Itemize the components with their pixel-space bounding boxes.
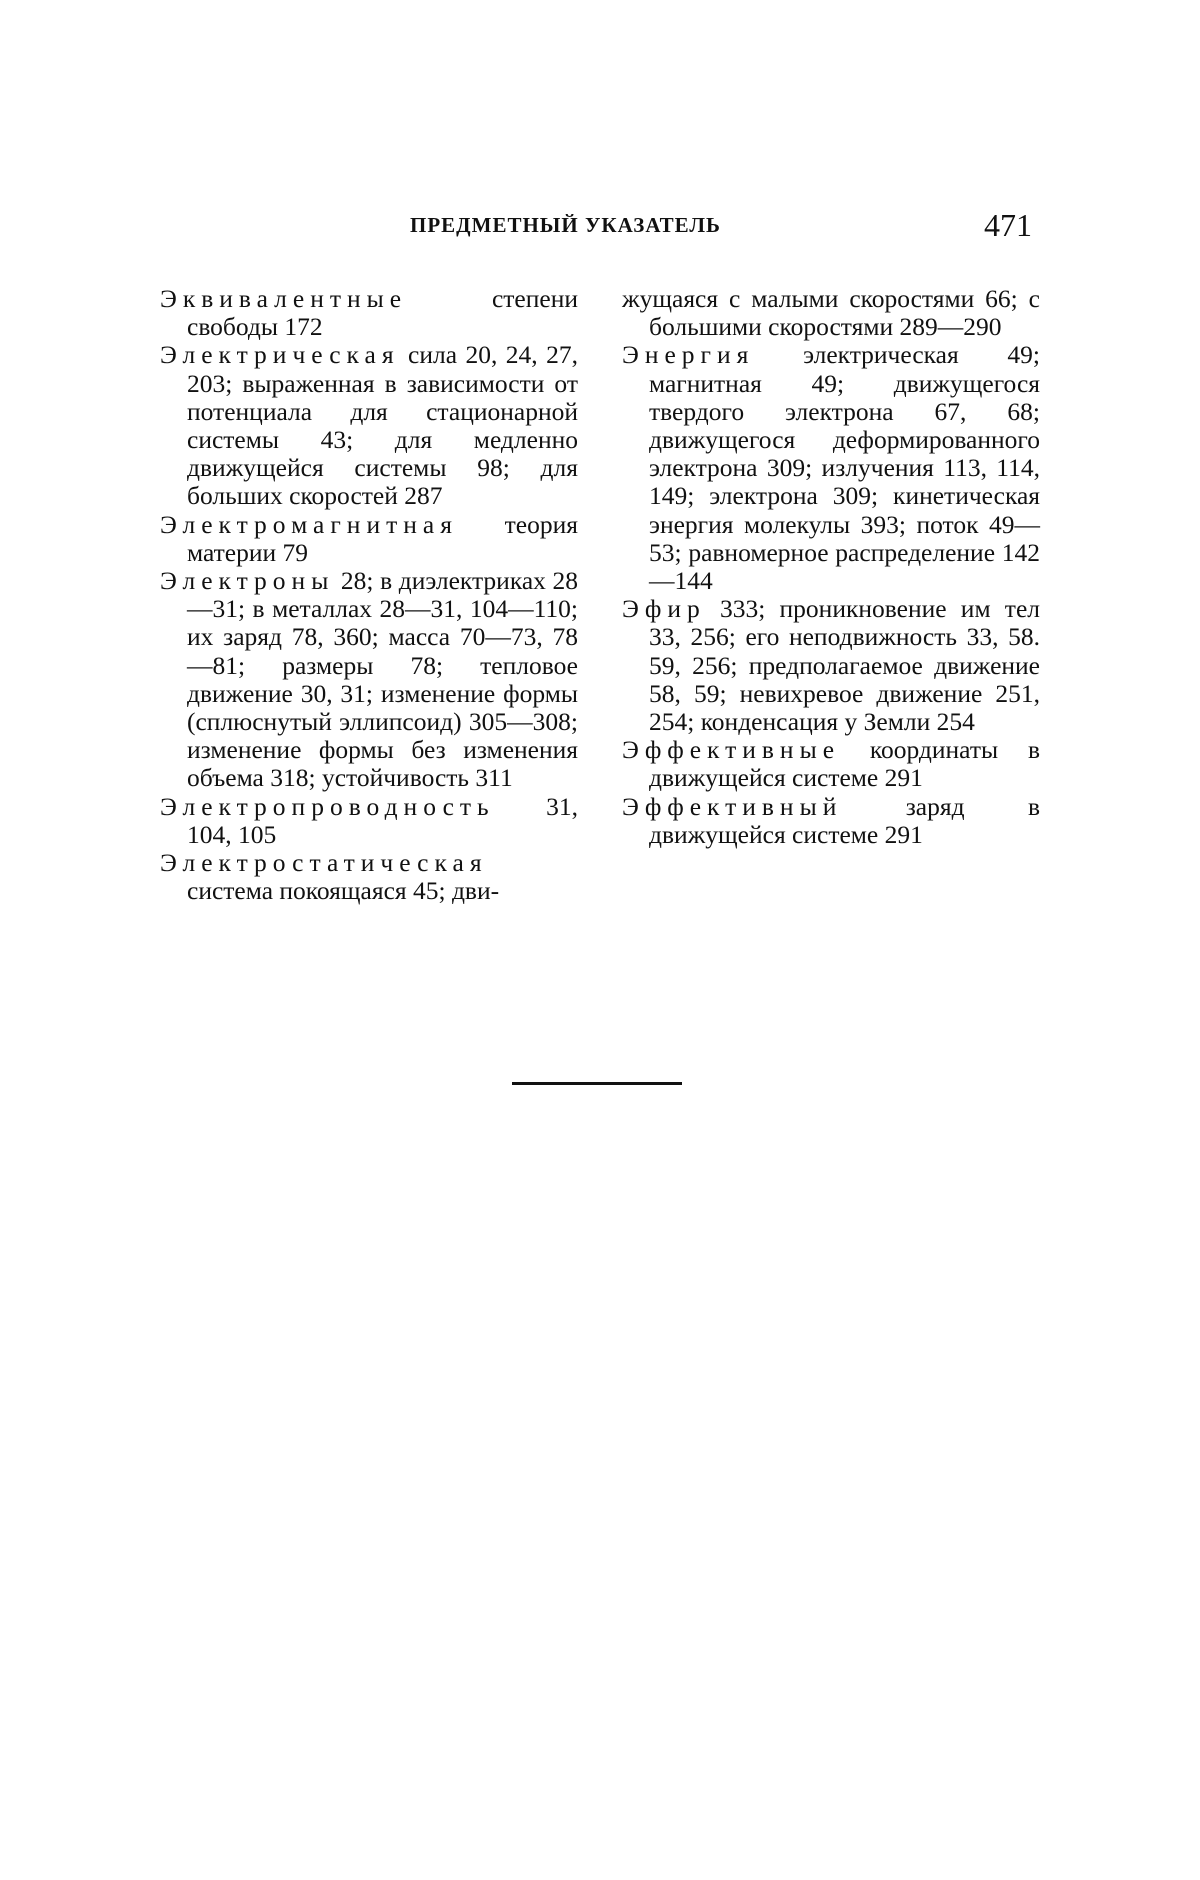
entry-text: сила 20, 24, 27, 203; выраженная в зависимости от потенциала для стационарной системы 43; для медленно движущейся системы 98; для больших скоростей 287 [187, 340, 578, 511]
entry-heading: Электростатическая [160, 848, 488, 878]
entry-text: электрическая 49; магнитная 49; движущегося твердого электрона 67, 68; движущегося деформированного электрона 309; излучения 113, 114, 149; электрона 309; кинетическая энергия молекулы 393; поток 49—53; равномерное распределение 142—144 [649, 340, 1040, 596]
entry-text: 333; проникновение им тел 33, 256; его неподвижность 33, 58. 59, 256; предполагаемое движение 58, 59; невихревое движение 251, 254; конденсация у Земли 254 [649, 594, 1040, 737]
entry-text: 31, 104, 105 [187, 791, 578, 849]
entry-heading: Эффективный [622, 791, 843, 821]
page-number: 471 [984, 207, 1032, 243]
index-entry [160, 567, 578, 793]
entry-heading: Энергия [622, 340, 755, 370]
index-entry [622, 736, 1040, 792]
entry-heading: Электрическая [160, 340, 400, 370]
index-column-right [622, 285, 1040, 849]
entry-text: теория материи 79 [187, 509, 578, 567]
entry-text: 28; в диэлектриках 28—31; в металлах 28—31, 104—110; их заряд 78, 360; масса 70—73, 78—81; размеры 78; тепловое движение 30, 31; изменение формы (сплюснутый эллипсоид) 305—308; изменение формы без изменения объема 318; устойчивость 311 [187, 566, 578, 793]
index-entry [622, 793, 1040, 849]
entry-heading: Электромагнитная [160, 509, 458, 539]
index-entry [160, 511, 578, 567]
entry-text: система покоящаяся 45; дви- [187, 876, 500, 906]
end-rule [512, 1082, 682, 1085]
index-entry [160, 793, 578, 849]
index-entry [160, 341, 578, 510]
entry-heading: Эфир [622, 594, 706, 624]
entry-text: заряд в движущейся системе 291 [649, 791, 1040, 849]
index-entry [160, 285, 578, 341]
entry-text: координаты в движущейся системе 291 [649, 735, 1040, 793]
entry-heading: Эквивалентные [160, 284, 408, 313]
entry-heading: Эффективные [622, 735, 841, 765]
entry-heading: Электроны [160, 566, 335, 596]
entry-text: степени свободы 172 [187, 284, 578, 342]
entry-heading: Электропроводность [160, 791, 495, 821]
running-title: ПРЕДМЕТНЫЙ УКАЗАТЕЛЬ [410, 213, 721, 237]
index-column-left [160, 285, 578, 905]
index-entry [622, 341, 1040, 595]
index-entry-continuation [622, 285, 1040, 341]
index-entry [160, 849, 578, 905]
entry-text: жущаяся с малыми скоростями 66; с большими скоростями 289—290 [622, 284, 1040, 342]
index-entry [622, 595, 1040, 736]
